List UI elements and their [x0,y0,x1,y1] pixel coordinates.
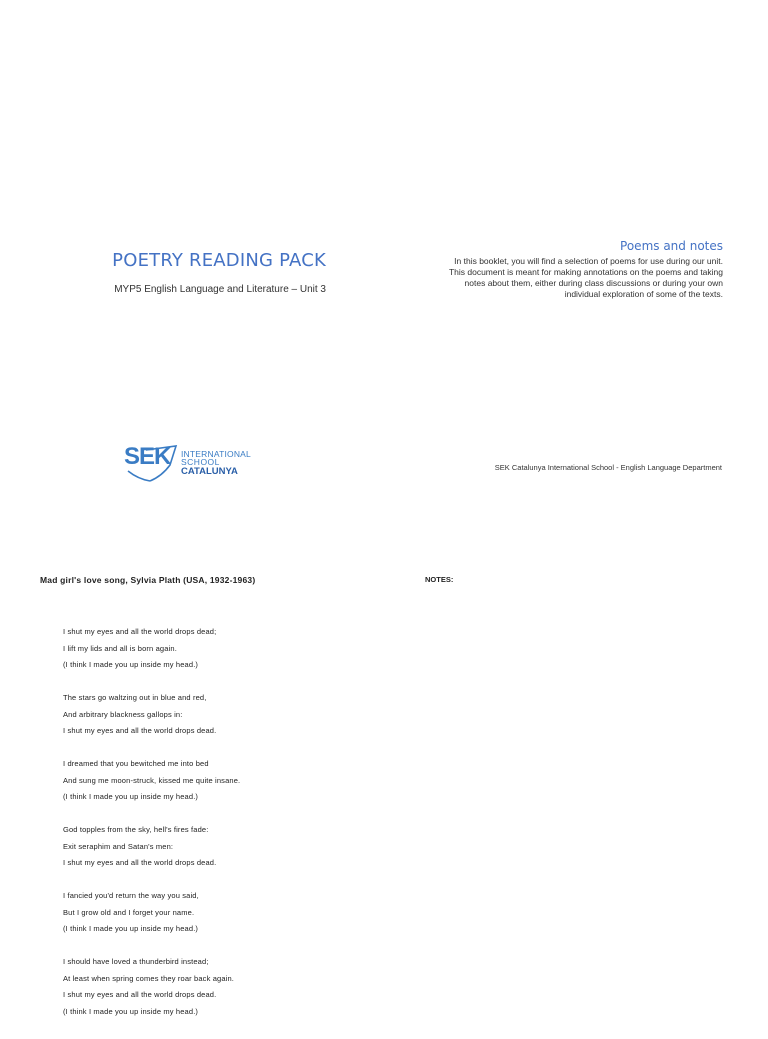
intro-line: notes about them, either during class discussions or during your own [464,278,723,288]
logo-line-international: INTERNATIONAL [181,449,251,459]
poem-line: Exit seraphim and Satan's men: [63,841,174,851]
intro-line: This document is meant for making annotations on the poems and taking [448,267,723,277]
poem-line: I lift my lids and all is born again. [63,643,177,653]
logo-shield-icon [124,443,184,483]
poem-title: Mad girl's love song, Sylvia Plath (USA, 1932-1963) [40,575,256,585]
poem-line: I dreamed that you bewitched me into bed [63,759,209,768]
poem-stanza [63,692,240,742]
logo-sek-text: SEK [124,443,171,470]
notes-label: NOTES: [425,575,454,584]
department-label: SEK Catalunya International School - English Language Department [494,463,722,472]
poem-line: I shut my eyes and all the world drops dead. [63,726,217,735]
poem-line: I shut my eyes and all the world drops dead; [63,627,217,636]
page-title: POETRY READING PACK [112,250,326,271]
poem-line: But I grow old and I forget your name. [63,907,195,917]
poem-stanza [63,890,240,940]
poem-stanza [63,956,240,1022]
poem-line: God topples from the sky, hell's fires fade: [63,825,209,834]
logo-line-school: SCHOOL [181,457,220,467]
poem-body [63,626,240,1039]
section-heading: Poems and notes [620,239,723,253]
school-logo [124,443,264,483]
intro-line: individual exploration of some of the texts. [564,289,723,299]
poem-line: I shut my eyes and all the world drops dead. [63,858,217,867]
poem-line: (I think I made you up inside my head.) [63,924,199,933]
page-subtitle: MYP5 English Language and Literature – Unit 3 [114,284,326,295]
poem-line: At least when spring comes they roar back again. [63,973,235,983]
poem-line: (I think I made you up inside my head.) [63,792,199,801]
intro-paragraph [400,256,723,300]
poem-line: (I think I made you up inside my head.) [63,660,199,669]
poem-line: And arbitrary blackness gallops in: [63,709,183,719]
logo-line-catalunya: CATALUNYA [181,466,238,477]
poem-stanza [63,626,240,676]
poem-line: I should have loved a thunderbird instead; [63,957,209,966]
intro-line: In this booklet, you will find a selection of poems for use during our unit. [454,256,723,266]
poem-line: I fancied you'd return the way you said, [63,891,199,900]
poem-stanza [63,824,240,874]
poem-line: (I think I made you up inside my head.) [63,1006,199,1016]
poem-line: I shut my eyes and all the world drops dead. [63,990,217,999]
poem-stanza [63,758,240,808]
poem-line: And sung me moon-struck, kissed me quite insane. [63,775,241,785]
poem-line: The stars go waltzing out in blue and red, [63,693,207,702]
